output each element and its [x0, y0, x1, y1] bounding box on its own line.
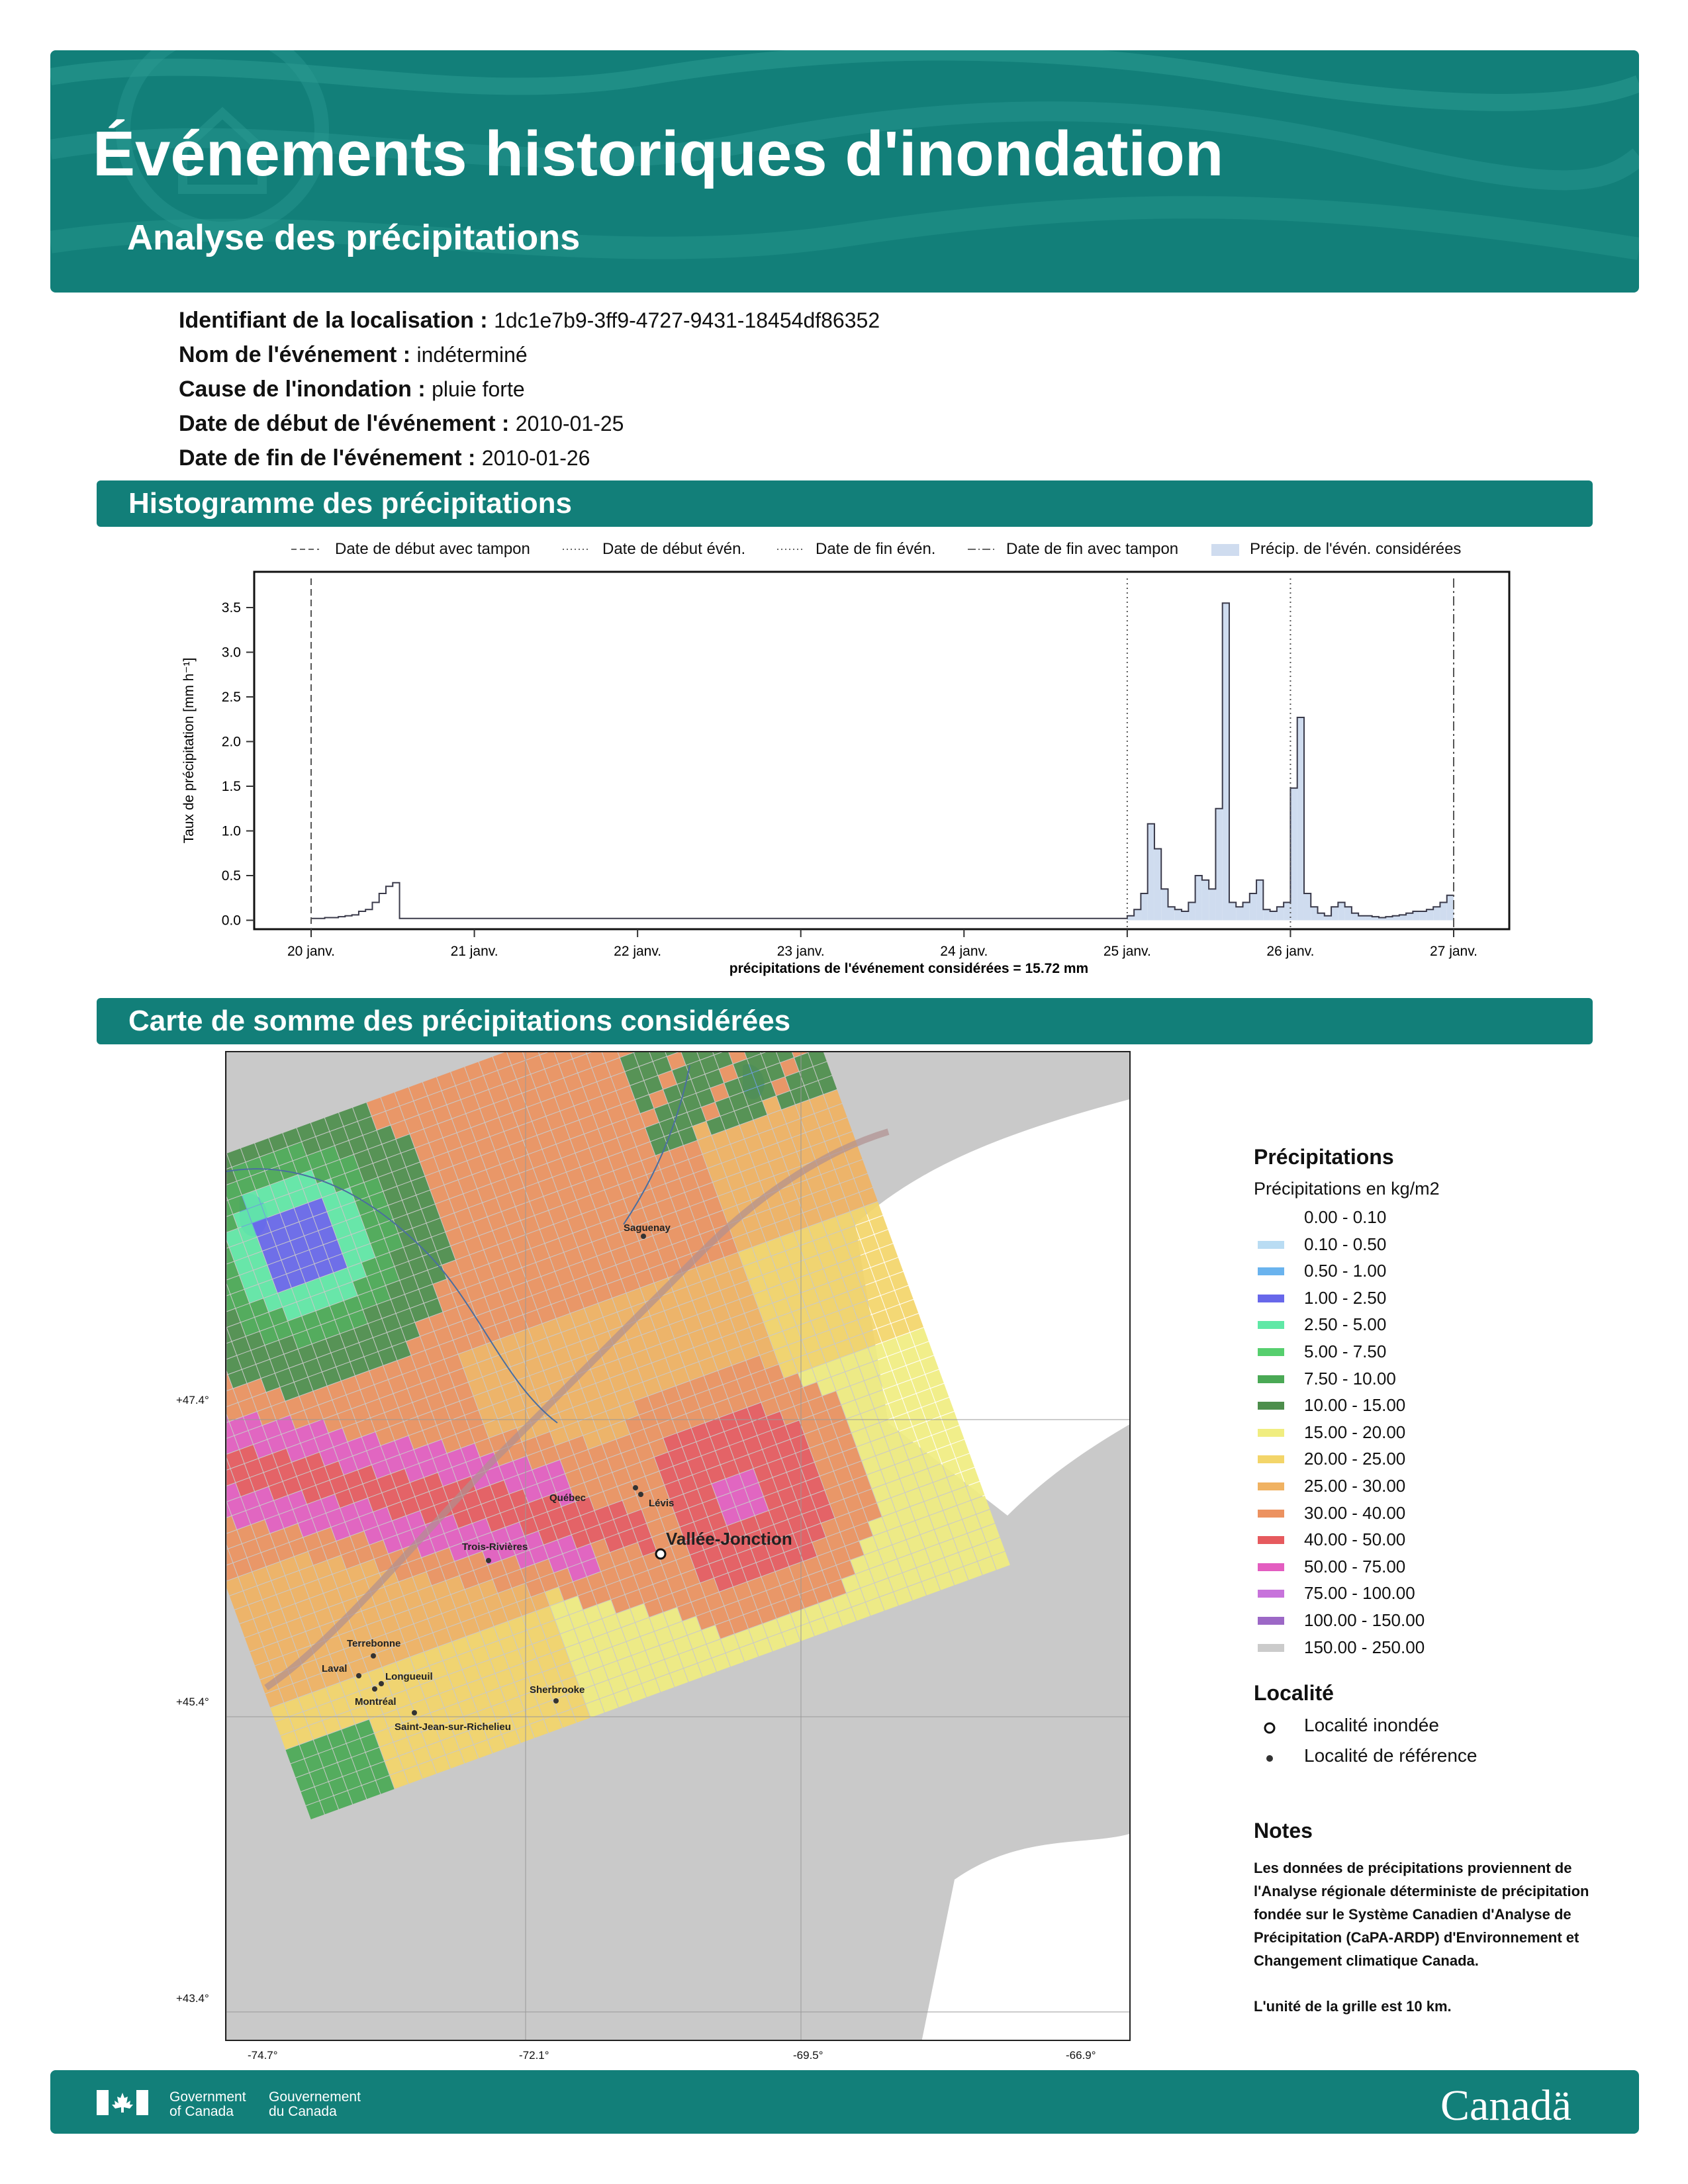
- precip-legend-subtitle: Précipitations en kg/m2: [1254, 1179, 1440, 1199]
- considered-bar: [1141, 893, 1147, 921]
- precip-legend-item: [1254, 1205, 1624, 1232]
- lon-label-1: -74.7°: [248, 2049, 278, 2062]
- x-tick-label: 21 janv.: [450, 944, 498, 959]
- precip-swatch: [1258, 1214, 1284, 1222]
- locality-flooded-label: Localité inondée: [1304, 1715, 1439, 1735]
- notes-title: Notes: [1254, 1819, 1313, 1843]
- considered-bar: [1188, 903, 1195, 921]
- cause-row: [179, 372, 880, 406]
- canada-flag-icon: [97, 2090, 148, 2115]
- precip-swatch: [1258, 1482, 1284, 1490]
- legend-start-event-swatch: [563, 548, 590, 551]
- lat-label-3: +43.4°: [176, 1992, 209, 2005]
- start-date-value: 2010-01-25: [515, 412, 624, 435]
- locality-title: Localité: [1254, 1681, 1334, 1705]
- locality-reference-label: Localité de référence: [1304, 1745, 1477, 1766]
- considered-bar: [1338, 903, 1344, 921]
- legend-end-buffer-swatch: [968, 548, 996, 551]
- considered-bar: [1277, 907, 1284, 920]
- legend-end-event-swatch: [777, 548, 805, 551]
- precip-legend-item: [1254, 1635, 1624, 1662]
- y-tick-label: 0.0: [221, 913, 241, 929]
- location-id-label: Identifiant de la localisation :: [179, 308, 488, 333]
- gov-en-line2: of Canada: [169, 2104, 234, 2119]
- considered-bar: [1413, 911, 1419, 921]
- precip-legend-label: 0.00 - 0.10: [1304, 1207, 1387, 1227]
- precip-legend-label: 1.00 - 2.50: [1304, 1287, 1387, 1308]
- precip-legend-label: 0.50 - 1.00: [1304, 1261, 1387, 1281]
- locality-flooded: [1254, 1715, 1439, 1741]
- x-axis-label: précipitations de l'événement considérées = 15.72 mm: [729, 961, 1089, 976]
- precipitation-legend: [1254, 1145, 1624, 1661]
- precip-legend-label: 30.00 - 40.00: [1304, 1502, 1406, 1523]
- canada-wordmark: Canadä: [1440, 2081, 1571, 2130]
- precip-swatch: [1258, 1348, 1284, 1356]
- gov-fr-line2: du Canada: [269, 2104, 337, 2119]
- precip-legend-item: [1254, 1446, 1624, 1473]
- precip-swatch: [1258, 1402, 1284, 1410]
- considered-bar: [1433, 907, 1440, 920]
- y-tick-label: 1.0: [221, 823, 241, 839]
- precip-legend-label: 15.00 - 20.00: [1304, 1422, 1406, 1442]
- precipitation-histogram: [172, 563, 1523, 993]
- precip-swatch: [1258, 1295, 1284, 1302]
- precip-legend-label: 5.00 - 7.50: [1304, 1341, 1387, 1361]
- considered-bar: [1209, 889, 1215, 920]
- location-id-row: [179, 303, 880, 338]
- precip-legend-item: [1254, 1554, 1624, 1581]
- end-date-value: 2010-01-26: [481, 446, 590, 470]
- considered-bar: [1427, 909, 1433, 920]
- event-name-value: indéterminé: [416, 343, 528, 367]
- precip-legend-item: [1254, 1473, 1624, 1500]
- precip-legend-item: [1254, 1580, 1624, 1608]
- considered-bar: [1236, 907, 1243, 920]
- legend-considered: Précip. de l'évén. considérées: [1250, 540, 1462, 558]
- precip-legend-item: [1254, 1608, 1624, 1635]
- precip-swatch: [1258, 1590, 1284, 1598]
- precip-legend-item: [1254, 1232, 1624, 1259]
- precip-legend-title: Précipitations: [1254, 1145, 1394, 1169]
- considered-bar: [1420, 911, 1427, 921]
- considered-bar: [1358, 916, 1365, 921]
- footer: [50, 2070, 1639, 2134]
- notes: [1254, 1819, 1605, 2018]
- page-subtitle: Analyse des précipitations: [127, 218, 581, 257]
- y-tick-label: 3.0: [221, 645, 241, 660]
- considered-bar: [1393, 916, 1399, 921]
- notes-text: Les données de précipitations proviennent de l'Analyse régionale déterministe de précipitation fondée sur le Système Canadien d'Analyse de Précipitation (CaPA-ARDP) d'Environnement et Changement climatique Canada.: [1254, 1860, 1589, 1969]
- considered-bar: [1290, 788, 1297, 921]
- precip-legend-label: 7.50 - 10.00: [1304, 1368, 1396, 1388]
- lon-label-2: -72.1°: [519, 2049, 549, 2062]
- considered-bar: [1447, 895, 1454, 921]
- gov-en-line1: Government: [169, 2089, 246, 2105]
- x-tick-label: 25 janv.: [1103, 944, 1151, 959]
- lat-label-1: +47.4°: [176, 1394, 209, 1406]
- lon-label-4: -66.9°: [1066, 2049, 1096, 2062]
- precip-legend-item: [1254, 1500, 1624, 1527]
- flooded-locality-marker: [656, 1549, 665, 1559]
- considered-bar: [1215, 809, 1222, 921]
- cause-value: pluie forte: [432, 377, 525, 401]
- precip-swatch: [1258, 1536, 1284, 1544]
- city-label: Vallée-Jonction: [666, 1529, 792, 1549]
- city-label: Trois-Rivières: [462, 1541, 528, 1553]
- city-label: Saint-Jean-sur-Richelieu: [395, 1721, 511, 1733]
- precipitation-map: [225, 1051, 1131, 2041]
- considered-bar: [1304, 893, 1311, 921]
- locality-legend: [1254, 1681, 1477, 1772]
- legend-start-buffer: Date de début avec tampon: [335, 540, 530, 558]
- map-section-title: Carte de somme des précipitations considérées: [97, 998, 1593, 1044]
- considered-bar: [1229, 903, 1236, 921]
- considered-bar: [1243, 903, 1250, 921]
- y-tick-label: 2.0: [221, 734, 241, 750]
- precip-legend-label: 25.00 - 30.00: [1304, 1475, 1406, 1496]
- precip-legend-item: [1254, 1312, 1624, 1339]
- city-label: Québec: [549, 1492, 586, 1504]
- considered-bar: [1161, 889, 1168, 920]
- considered-bar: [1182, 911, 1188, 921]
- precip-legend-item: [1254, 1392, 1624, 1420]
- considered-bar: [1331, 907, 1338, 920]
- considered-bar: [1345, 907, 1352, 920]
- precip-swatch: [1258, 1644, 1284, 1652]
- precip-swatch: [1258, 1267, 1284, 1275]
- reference-locality-marker: [638, 1492, 643, 1497]
- precip-swatch: [1258, 1617, 1284, 1625]
- considered-bar: [1352, 913, 1358, 921]
- page-title: Événements historiques d'inondation: [93, 118, 1224, 189]
- precip-swatch: [1258, 1321, 1284, 1329]
- precip-swatch: [1258, 1429, 1284, 1437]
- lat-label-2: +45.4°: [176, 1696, 209, 1708]
- precip-swatch: [1258, 1563, 1284, 1571]
- reference-locality-marker: [356, 1673, 361, 1678]
- precip-legend-item: [1254, 1366, 1624, 1393]
- precip-legend-label: 40.00 - 50.00: [1304, 1529, 1406, 1550]
- city-label: Sherbrooke: [530, 1684, 585, 1696]
- chart-legend: [291, 536, 1496, 563]
- precip-legend-label: 20.00 - 25.00: [1304, 1449, 1406, 1469]
- considered-bar: [1365, 916, 1372, 921]
- y-tick-label: 3.5: [221, 600, 241, 615]
- considered-bar: [1256, 880, 1263, 921]
- precip-swatch: [1258, 1375, 1284, 1383]
- plot-area: [254, 572, 1509, 929]
- considered-bar: [1297, 717, 1304, 920]
- considered-bar: [1148, 824, 1154, 921]
- end-date-row: [179, 441, 880, 475]
- precip-legend-item: [1254, 1285, 1624, 1312]
- event-name-label: Nom de l'événement :: [179, 342, 411, 367]
- reference-locality-marker: [641, 1234, 646, 1239]
- considered-bar: [1175, 909, 1182, 920]
- city-label: Longueuil: [385, 1671, 433, 1682]
- considered-bar: [1196, 876, 1202, 921]
- legend-start-event: Date de début évén.: [602, 540, 746, 558]
- lon-label-3: -69.5°: [793, 2049, 823, 2062]
- reference-locality-marker: [371, 1653, 376, 1659]
- y-tick-label: 0.5: [221, 868, 241, 884]
- precip-legend-label: 75.00 - 100.00: [1304, 1583, 1415, 1604]
- precip-legend-label: 2.50 - 5.00: [1304, 1314, 1387, 1335]
- considered-bar: [1325, 916, 1331, 921]
- precip-legend-label: 0.10 - 0.50: [1304, 1234, 1387, 1254]
- city-label: Montréal: [355, 1696, 397, 1707]
- precip-swatch: [1258, 1241, 1284, 1249]
- reference-locality-marker: [412, 1710, 417, 1715]
- locality-reference: [1254, 1745, 1477, 1772]
- reference-locality-marker: [633, 1485, 638, 1490]
- precip-swatch: [1258, 1455, 1284, 1463]
- start-date-label: Date de début de l'événement :: [179, 411, 510, 436]
- y-tick-label: 2.5: [221, 690, 241, 705]
- gov-fr: [269, 2090, 361, 2119]
- precip-swatch: [1258, 1510, 1284, 1518]
- considered-bar: [1284, 903, 1290, 921]
- dot-icon: [1263, 1752, 1276, 1765]
- x-tick-label: 20 janv.: [287, 944, 335, 959]
- precip-legend-item: [1254, 1339, 1624, 1366]
- event-info: [179, 303, 880, 475]
- considered-bar: [1263, 909, 1270, 920]
- x-tick-label: 26 janv.: [1266, 944, 1315, 959]
- considered-bar: [1168, 907, 1175, 920]
- city-label: Lévis: [649, 1498, 675, 1509]
- considered-bar: [1406, 913, 1413, 921]
- precip-legend-label: 100.00 - 150.00: [1304, 1610, 1425, 1630]
- reference-locality-marker: [553, 1698, 559, 1704]
- reference-locality-marker: [372, 1686, 377, 1692]
- considered-bar: [1223, 603, 1229, 920]
- considered-bar: [1154, 849, 1161, 921]
- y-axis-label: Taux de précipitation [mm h⁻¹]: [181, 657, 197, 844]
- city-label: Laval: [322, 1663, 348, 1674]
- considered-bar: [1202, 880, 1209, 921]
- y-tick-label: 1.5: [221, 779, 241, 794]
- reference-locality-marker: [379, 1681, 384, 1686]
- histogram-section-title: Histogramme des précipitations: [97, 480, 1593, 527]
- precip-legend-items: [1254, 1205, 1624, 1661]
- considered-bar: [1127, 916, 1134, 921]
- reference-locality-marker: [486, 1558, 491, 1563]
- precip-legend-item: [1254, 1527, 1624, 1554]
- considered-bar: [1134, 909, 1141, 920]
- legend-end-buffer: Date de fin avec tampon: [1006, 540, 1179, 558]
- location-id-value: 1dc1e7b9-3ff9-4727-9431-18454df86352: [494, 308, 880, 332]
- event-name-row: [179, 338, 880, 372]
- precip-legend-label: 10.00 - 15.00: [1304, 1395, 1406, 1416]
- considered-bar: [1270, 911, 1277, 921]
- city-label: Terrebonne: [347, 1638, 401, 1649]
- end-date-label: Date de fin de l'événement :: [179, 445, 476, 471]
- map-canvas: [226, 1052, 1131, 2041]
- legend-start-buffer-swatch: [291, 548, 319, 551]
- x-tick-label: 22 janv.: [614, 944, 662, 959]
- x-tick-label: 24 janv.: [940, 944, 988, 959]
- precip-legend-label: 150.00 - 250.00: [1304, 1637, 1425, 1657]
- considered-bar: [1250, 893, 1256, 921]
- gov-fr-line1: Gouvernement: [269, 2089, 361, 2105]
- considered-bar: [1399, 915, 1406, 920]
- gov-en: [169, 2090, 246, 2119]
- start-date-row: [179, 406, 880, 441]
- considered-bar: [1318, 913, 1325, 921]
- cause-label: Cause de l'inondation :: [179, 377, 426, 402]
- considered-bar: [1311, 907, 1317, 920]
- x-tick-label: 27 janv.: [1430, 944, 1477, 959]
- precip-legend-item: [1254, 1420, 1624, 1447]
- legend-considered-swatch: [1211, 544, 1239, 556]
- x-tick-label: 23 janv.: [776, 944, 825, 959]
- notes-grid: L'unité de la grille est 10 km.: [1254, 1998, 1452, 2015]
- considered-bar: [1440, 903, 1446, 921]
- precip-legend-label: 50.00 - 75.00: [1304, 1556, 1406, 1576]
- precip-legend-item: [1254, 1258, 1624, 1285]
- city-label: Saguenay: [624, 1222, 671, 1234]
- hollow-circle-icon: [1263, 1721, 1276, 1735]
- legend-end-event: Date de fin évén.: [816, 540, 936, 558]
